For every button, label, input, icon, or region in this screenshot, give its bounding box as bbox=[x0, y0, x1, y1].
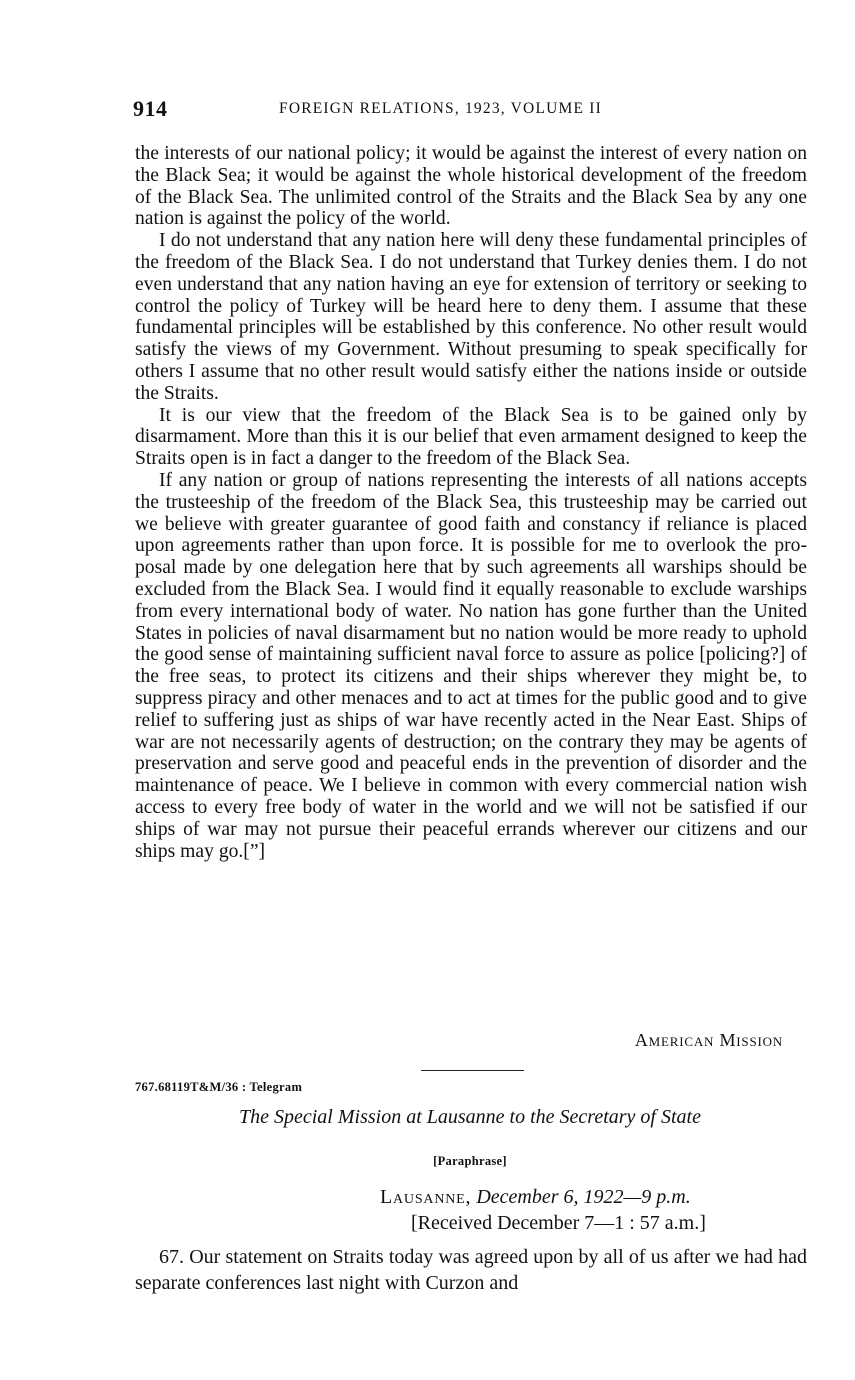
received-line: [Received December 7—1 : 57 a.m.] bbox=[411, 1212, 706, 1234]
paragraph-opening: 67. Our statement on Straits today was agreed upon by all of us after we had had separate conferences last night with Curzon and bbox=[135, 1246, 807, 1294]
paragraph-trusteeship: If any nation or group of nations representing the interests of all nations accepts the trusteeship of the freedom of the Black Sea, this trusteeship may be carried out we believe with greater guarantee of good faith and constancy if reliance is placed upon agreements rather than upon force. It is possible for me to overlook the proposal made by one delegation here that by such agreements all warships should be excluded from the Black Sea. I would find it equally reasonable to exclude warships from every international body of water. No nation has gone further than the United States in policies of naval disarmament but no nation would be more ready to uphold the good sense of maintaining sufficient naval force to assure as police [policing?] of the free seas, to protect its citizens and their ships wherever they might be, to suppress piracy and other menaces and to act at times for the public good and to give relief to suffering just as ships of war have recently acted in the Near East. Ships of war are not necessarily agents of destruction; on the contrary they may be agents of preservation and serve good and peaceful ends in the prevention of disorder and the maintenance of peace. We I believe in common with every commercial nation wish access to every free body of water in the world and we will not be satisfied if our ships of war may not pursue their peaceful errands wherever our citizens and our ships may go.[”] bbox=[135, 469, 807, 862]
running-head: FOREIGN RELATIONS, 1923, VOLUME II bbox=[279, 100, 602, 117]
signature: American Mission bbox=[634, 1030, 783, 1050]
paragraph-disarmament: It is our view that the freedom of the Black Sea is to be gained only by disarmament. More than this it is our belief that even armament designed to keep the Straits open is in fact a danger to the freedom of the Black Sea. bbox=[135, 404, 807, 470]
document-title: The Special Mission at Lausanne to the Secretary of State bbox=[239, 1106, 701, 1128]
page-header bbox=[133, 96, 805, 126]
statement-body bbox=[135, 143, 807, 862]
dateline bbox=[380, 1186, 691, 1209]
paraphrase-note: [Paraphrase] bbox=[433, 1154, 507, 1168]
dateline-date: December 6, 1922—9 p.m. bbox=[476, 1186, 691, 1208]
paragraph-principles: I do not understand that any nation here will deny these fundamental principles of the freedom of the Black Sea. I do not understand that Turkey denies them. I do not even understand that any nation having an eye for extension of territory or seeking to control the policy of Turkey will be heard here to deny them. I assume that these fundamental principles will be established by this conference. No other result would satisfy the views of my Government. Without presuming to speak specifically for others I assume that no other result would satisfy either the nations inside or outside the Straits. bbox=[135, 230, 807, 404]
dateline-place: Lausanne, bbox=[380, 1186, 472, 1208]
page-number: 914 bbox=[133, 96, 168, 121]
file-reference: 767.68119T&M/36 : Telegram bbox=[135, 1080, 303, 1094]
paragraph-continued: the interests of our national policy; it would be against the interest of every nation on the Black Sea; it would be against the whole historical development of the freedom of the Black Sea. The unlimited control of the Straits and the Black Sea by any one nation is against the policy of the world. bbox=[135, 143, 807, 230]
section-divider bbox=[421, 1070, 524, 1071]
telegram-body bbox=[135, 1244, 807, 1296]
